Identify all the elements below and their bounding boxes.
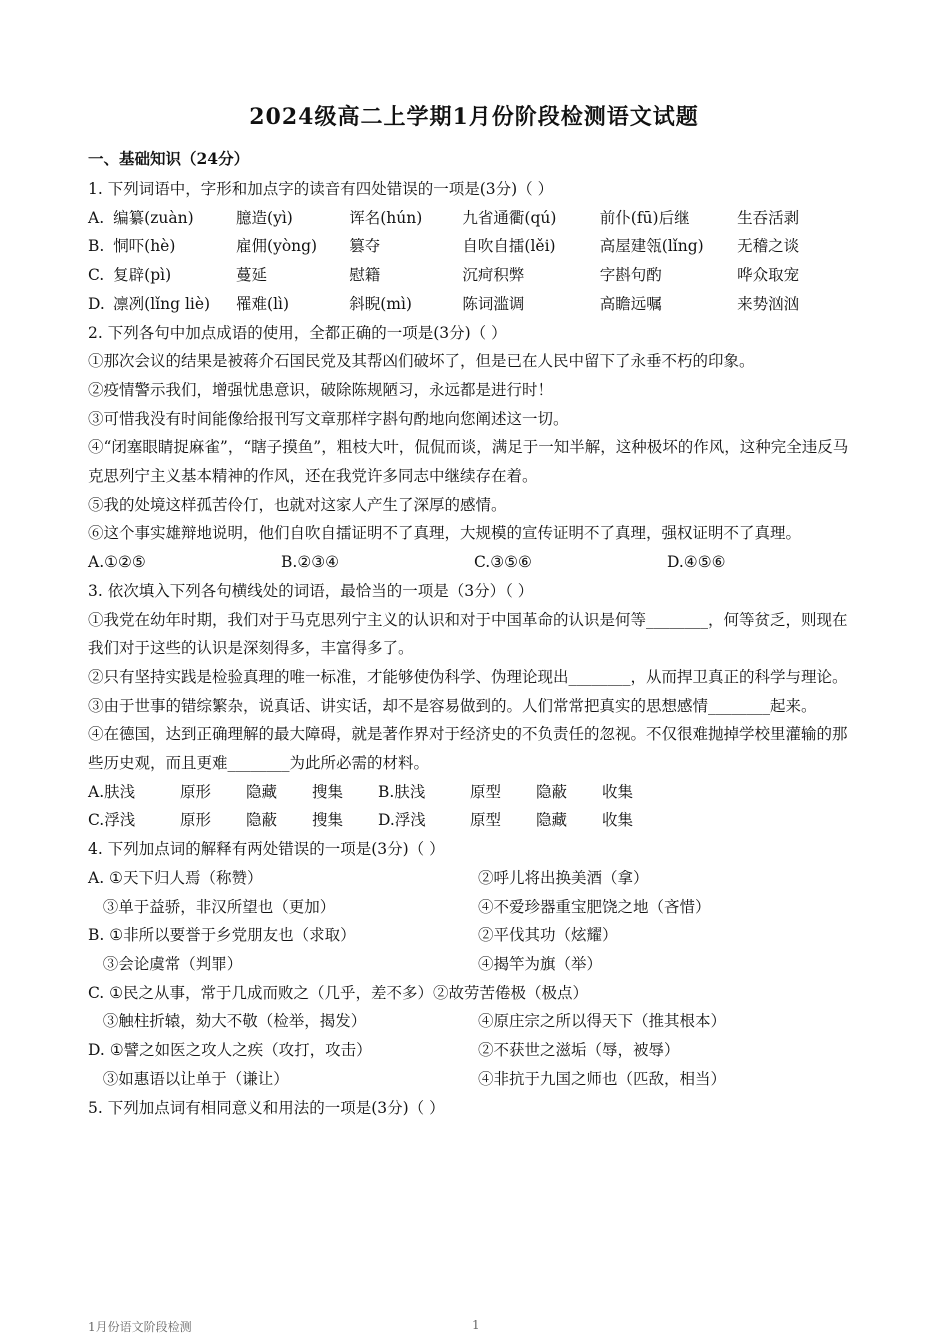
q3-item-2: ②只有坚持实践是检验真理的唯一标准，才能够使伪科学、伪理论现出________，从而捍卫真正的科学与理论。: [88, 667, 848, 686]
q3-answer-word: 搜集: [312, 811, 344, 830]
q3-item-4: ④在德国，达到正确理解的最大障碍，就是著作界对于经济史的不负责任的忽视。不仅很难抛掉学校里灌输的那些历史观，而且更难________为此所必需的材料。: [88, 725, 848, 773]
q4-option-right: ④不爱珍器重宝肥饶之地（吝惜）: [478, 897, 711, 916]
q3-item-3: ③由于世事的错综繁杂，说真话、讲实话，却不是容易做到的。人们常常把真实的思想感情________起来。: [88, 696, 817, 715]
q4-option-right: ②呼儿将出换美酒（拿）: [478, 868, 649, 887]
q1-option-row: [88, 232, 860, 261]
option-word: 高瞻远嘱: [599, 294, 662, 313]
question-3-stem: 3. 依次填入下列各句横线处的词语，最恰当的一项是（3分）（ ）: [88, 581, 534, 600]
q4-option-right: ④非抗于九国之师也（匹敌，相当）: [478, 1069, 727, 1088]
option-word: 凛冽(lǐng liè): [113, 294, 211, 313]
q3-answer-word: B.肤浅: [378, 782, 426, 801]
option-word: 雇佣(yòng): [236, 237, 318, 256]
q3-answer-word: 隐蔽: [536, 782, 568, 801]
q4-option-left: ③单于益骄，非汉所望也（更加）: [88, 897, 336, 916]
q3-answer-word: 搜集: [312, 782, 344, 801]
q3-answer-word: 原型: [470, 811, 502, 830]
q4-option-right: ④原庄宗之所以得天下（推其根本）: [478, 1012, 727, 1031]
option-word: 沉疴积弊: [462, 266, 525, 285]
q1-option-row: [88, 261, 860, 290]
option-letter: C.: [88, 266, 105, 285]
exam-page: [88, 96, 860, 1122]
q4-option-row: [88, 864, 860, 893]
option-word: 无稽之谈: [737, 237, 800, 256]
q2-answer-d: D.④⑤⑥: [667, 553, 726, 572]
q3-answer-word: 收集: [602, 782, 634, 801]
q4-option-row: [88, 1036, 860, 1065]
q4-option-right: ②平伐其功（炫耀）: [478, 926, 618, 945]
q2-answer-a: A.①②⑤: [88, 553, 146, 572]
q3-answer-word: 原型: [470, 782, 502, 801]
q2-item-2: ②疫情警示我们，增强忧患意识，破除陈规陋习，永远都是进行时！: [88, 380, 554, 399]
footer-label: 1月份语文阶段检测: [88, 1320, 192, 1334]
option-word: 自吹自擂(lěi): [462, 237, 556, 256]
option-word: 九省通衢(qú): [462, 208, 557, 227]
question-4-stem: 4. 下列加点词的解释有两处错误的一项是(3分)（ ）: [88, 840, 445, 859]
q3-answer-word: 隐藏: [536, 811, 568, 830]
q2-item-4: ④“闭塞眼睛捉麻雀”，“瞎子摸鱼”，粗枝大叶，侃侃而谈，满足于一知半解，这种极坏的作风，这种完全违反马克思列宁主义基本精神的作风，还在我党许多同志中继续存在着。: [88, 438, 849, 486]
option-word: 恫吓(hè): [113, 237, 176, 256]
q1-option-row: [88, 290, 860, 319]
exam-title: 2024级高二上学期1月份阶段检测语文试题: [249, 104, 699, 130]
q4-option-left: ③触柱折辕，劾大不敬（检举，揭发）: [88, 1012, 367, 1031]
q3-answer-row: [88, 778, 860, 807]
q4-option-left: D. ①譬之如医之攻人之疾（攻打，攻击）: [88, 1041, 372, 1060]
q3-answer-word: A.肤浅: [88, 782, 136, 801]
q4-option-row: [88, 893, 860, 922]
option-word: 诨名(hún): [349, 208, 423, 227]
option-letter: A.: [88, 208, 105, 227]
q3-answer-word: 隐蔽: [246, 811, 278, 830]
option-word: 蔓延: [236, 266, 268, 285]
q3-answer-word: C.浮浅: [88, 811, 136, 830]
option-word: 前仆(fū)后继: [599, 208, 690, 227]
q3-item-1: ①我党在幼年时期，我们对于马克思列宁主义的认识和对于中国革命的认识是何等________，何等贫乏，则现在我们对于这些的认识是深刻得多，丰富得多了。: [88, 610, 848, 658]
question-5-stem: 5. 下列加点词有相同意义和用法的一项是(3分)（ ）: [88, 1098, 445, 1117]
q4-option-row: [88, 979, 860, 1008]
q1-option-row: [88, 204, 860, 233]
q3-answer-word: 收集: [602, 811, 634, 830]
q3-answer-word: D.浮浅: [378, 811, 426, 830]
question-1-options: [88, 204, 860, 319]
question-2-answers: [88, 548, 860, 577]
question-1-stem: 1. 下列词语中，字形和加点字的读音有四处错误的一项是(3分)（ ）: [88, 180, 554, 198]
q4-option-left: C. ①民之从事，常于几成而败之（几乎，差不多）②故劳苦倦极（极点）: [88, 983, 589, 1002]
page-number: 1: [472, 1318, 480, 1332]
q4-option-right: ④揭竿为旗（举）: [478, 954, 603, 973]
option-word: 来势汹汹: [737, 294, 800, 313]
option-letter: B.: [88, 237, 105, 256]
option-word: 陈词滥调: [462, 294, 525, 313]
section-heading: 一、基础知识（24分）: [88, 149, 250, 168]
question-4-options: [88, 864, 860, 1094]
q4-option-row: [88, 1065, 860, 1094]
q3-answer-word: 隐藏: [246, 782, 278, 801]
q3-answer-word: 原形: [180, 811, 212, 830]
q4-option-row: [88, 1007, 860, 1036]
question-3-answers: [88, 778, 860, 835]
option-word: 斜睨(mì): [349, 294, 412, 313]
q4-option-left: B. ①非所以要誉于乡党朋友也（求取）: [88, 926, 356, 945]
q2-item-6: ⑥这个事实雄辩地说明，他们自吹自擂证明不了真理，大规模的宣传证明不了真理，强权证明不了真理。: [88, 524, 802, 543]
option-word: 慰籍: [349, 266, 381, 285]
q3-answer-word: 原形: [180, 782, 212, 801]
q2-answer-b: B.②③④: [281, 553, 340, 572]
q4-option-left: ③会论虞常（判罪）: [88, 954, 243, 973]
option-letter: D.: [88, 294, 105, 313]
q3-answer-row: [88, 806, 860, 835]
option-word: 高屋建瓴(lǐng): [599, 237, 704, 256]
option-word: 生吞活剥: [737, 208, 800, 227]
q4-option-left: ③如惠语以让单于（谦让）: [88, 1069, 289, 1088]
q2-item-1: ①那次会议的结果是被蒋介石国民党及其帮凶们破坏了，但是已在人民中留下了永垂不朽的印象。: [88, 352, 755, 371]
q2-item-5: ⑤我的处境这样孤苦伶仃，也就对这家人产生了深厚的感情。: [88, 495, 507, 514]
q4-option-right: ②不获世之滋垢（辱，被辱）: [478, 1041, 680, 1060]
option-word: 哗众取宠: [737, 266, 800, 285]
q2-answer-c: C.③⑤⑥: [474, 553, 532, 572]
q4-option-row: [88, 950, 860, 979]
question-2-stem: 2. 下列各句中加点成语的使用，全都正确的一项是(3分)（ ）: [88, 323, 507, 342]
q4-option-row: [88, 921, 860, 950]
page-footer: [88, 1318, 860, 1334]
q4-option-left: A. ①天下归人焉（称赞）: [88, 868, 263, 887]
option-word: 字斟句酌: [599, 266, 662, 285]
option-word: 编纂(zuàn): [113, 208, 194, 227]
option-word: 罹难(lì): [236, 294, 290, 313]
q2-item-3: ③可惜我没有时间能像给报刊写文章那样字斟句酌地向您阐述这一切。: [88, 409, 569, 428]
option-word: 臆造(yì): [236, 208, 293, 227]
option-word: 复辟(pì): [113, 266, 172, 285]
option-word: 篡夺: [349, 237, 381, 256]
